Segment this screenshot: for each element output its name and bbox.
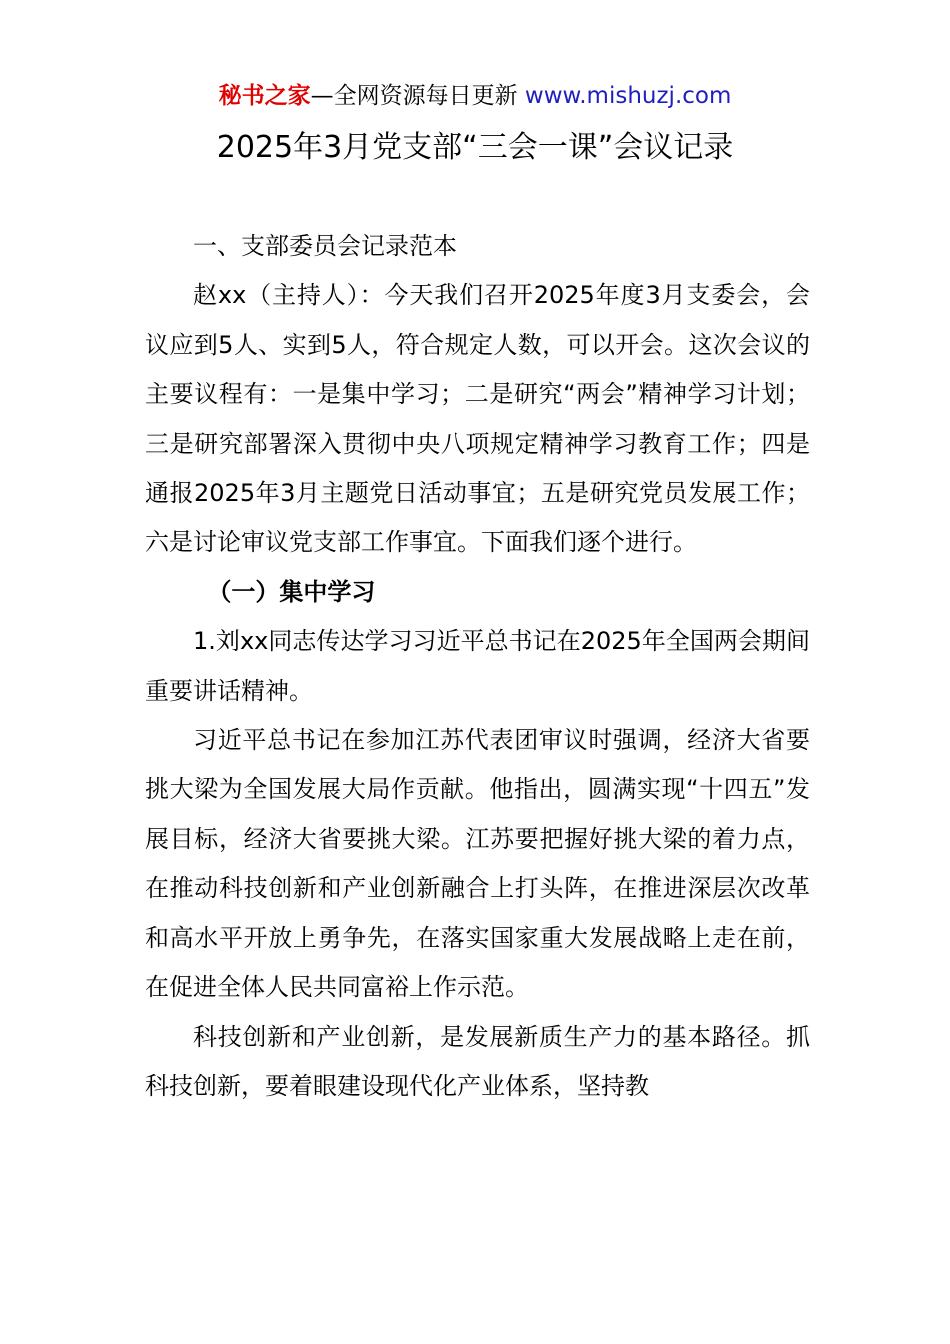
body-paragraph: 1.刘xx同志传达学习习近平总书记在2025年全国两会期间重要讲话精神。: [145, 627, 810, 705]
document-title: 2025年3月党支部“三会一课”会议记录: [216, 130, 734, 165]
site-tagline: —全网资源每日更新: [310, 83, 518, 109]
body-paragraph: 习近平总书记在参加江苏代表团审议时强调，经济大省要挑大梁为全国发展大局作贡献。他指出，圆满实现“十四五”发展目标，经济大省要挑大梁。江苏要把握好挑大梁的着力点，在推动科技创新和产业创新融合上打头阵，在推进深层次改革和高水平开放上勇争先，在落实国家重大发展战略上走在前，在促进全体人民共同富裕上作示范。: [145, 726, 810, 1002]
body-paragraph: 科技创新和产业创新，是发展新质生产力的基本路径。抓科技创新，要着眼建设现代化产业体系，坚持教: [145, 1022, 810, 1100]
body-paragraph: 赵xx（主持人）：今天我们召开2025年度3月支委会，会议应到5人、实到5人，符合规定人数，可以开会。这次会议的主要议程有：一是集中学习；二是研究“两会”精神学习计划；三是研究部署深入贯彻中央八项规定精神学习教育工作；四是通报2025年3月主题党日活动事宜；五是研究党员发展工作；六是讨论审议党支部工作事宜。下面我们逐个进行。: [145, 281, 810, 557]
subsection-heading: （一）集中学习: [207, 577, 376, 606]
document-body: [145, 222, 810, 1111]
site-brand: 秘书之家: [218, 83, 311, 109]
site-url-link[interactable]: www.mishuzj.com: [524, 83, 732, 109]
site-banner: [0, 80, 950, 112]
section-heading: 一、支部委员会记录范本: [193, 232, 457, 260]
